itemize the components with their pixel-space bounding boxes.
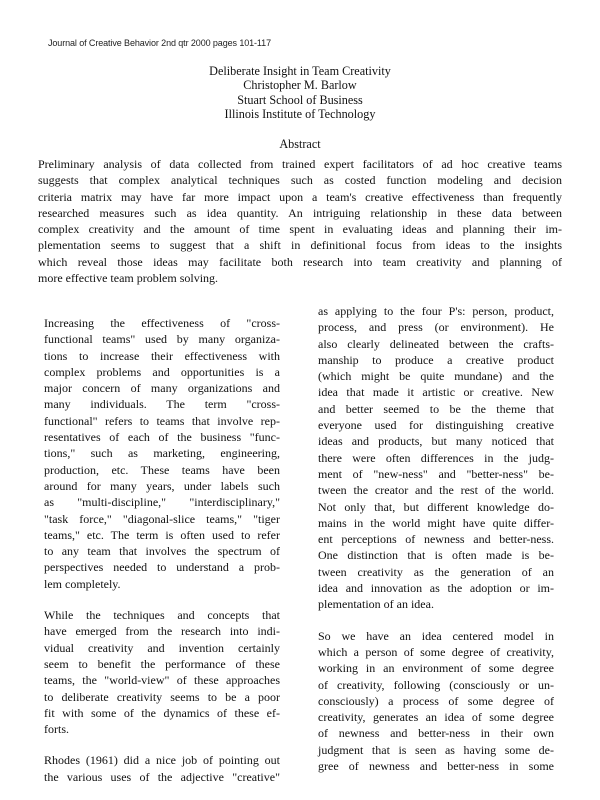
paper-title: Deliberate Insight in Team Creativity	[209, 64, 391, 78]
text-line: to deliberate creativity seems to be a poor	[44, 689, 280, 704]
text-line: and better seemed to be the theme that	[318, 401, 554, 416]
text-line: plementation of an idea.	[318, 597, 434, 612]
text-line: process, and press (or environment). He	[318, 320, 554, 335]
affiliation-school: Stuart School of Business	[237, 92, 363, 107]
text-line: teams," etc. The term is often used to refer	[44, 527, 280, 542]
text-line: of creativity, following (consciously or un-	[318, 677, 554, 692]
running-head: Journal of Creative Behavior 2nd qtr 2000 pages 101-117	[48, 38, 271, 48]
text-line: gree of newness and better-ness in some	[318, 759, 554, 774]
text-line: the various uses of the adjective "creative"	[44, 769, 280, 784]
text-line: creativity, generates an idea of some degree	[318, 710, 554, 725]
abstract-line: Preliminary analysis of data collected from trained expert facilitators of ad hoc creative teams	[38, 157, 562, 171]
text-line: there were often differences in the judg-	[318, 450, 554, 465]
text-line: as applying to the four P's: person, product,	[318, 304, 554, 318]
right-paragraph-1	[318, 303, 554, 613]
right-column	[318, 303, 554, 789]
text-line: Increasing the effectiveness of "cross-	[44, 316, 280, 330]
text-line: lem completely.	[44, 576, 121, 591]
left-paragraph-2	[44, 607, 280, 737]
text-line: "task force," "diagonal-slice teams," "tiger	[44, 511, 280, 526]
text-line: consciously) a process of some degree of	[318, 693, 554, 708]
text-line: resentatives of each of the business "func-	[44, 430, 280, 445]
text-line: idea that made it artistic or creative. New	[318, 385, 554, 400]
text-line: tween creativity as the generation of an	[318, 564, 554, 579]
abstract-line: researched measures such as idea quantity. An intriguing relationship in these data between	[38, 205, 562, 220]
text-line: of newness and better-ness in their own	[318, 726, 554, 741]
right-paragraph-2	[318, 628, 554, 775]
text-line: One distinction that is often made is be-	[318, 548, 554, 563]
text-line: (which might be quite mundane) and the	[318, 369, 554, 384]
title-block	[0, 64, 600, 122]
text-line: as "multi-discipline," "interdisciplinary,"	[44, 495, 280, 510]
text-line: So we have an idea centered model in	[318, 628, 554, 643]
abstract-line: complex creativity and the amount of time spent in evaluating ideas and planning their im-	[38, 222, 562, 237]
text-line: vidual creativity and invention certainly	[44, 640, 280, 655]
text-line: around for many years, under labels such	[44, 478, 280, 493]
affiliation-institute: Illinois Institute of Technology	[224, 107, 376, 122]
text-line: to any team that involves the spectrum of	[44, 544, 280, 559]
left-column	[44, 315, 280, 800]
abstract-line: criteria matrix may have far more impact upon a team's creative effectiveness than frequently	[38, 189, 562, 204]
left-paragraph-1	[44, 315, 280, 592]
text-line: working in an environment of some degree	[318, 661, 554, 676]
abstract-line: more effective team problem solving.	[38, 271, 219, 286]
text-line: have emerged from the research into indi-	[44, 624, 280, 639]
text-line: forts.	[44, 722, 69, 737]
text-line: Rhodes (1961) did a nice job of pointing out	[44, 753, 280, 768]
text-line: fit with some of the dynamics of these ef-	[44, 705, 280, 720]
text-line: While the techniques and concepts that	[44, 608, 280, 623]
text-line: major concern of many organizations and	[44, 381, 280, 396]
abstract-heading: Abstract	[279, 137, 321, 151]
text-line: manship to produce a creative product	[318, 352, 554, 367]
text-line: which a person of some degree of creativity,	[318, 644, 554, 659]
abstract-line: suggests that complex analytical techniques such as costed function modeling and decision	[38, 173, 562, 188]
author-name: Christopher M. Barlow	[243, 78, 357, 93]
text-line: also clearly delineated between the crafts-	[318, 336, 554, 351]
text-line: ent perceptions of newness and better-ness.	[318, 532, 554, 547]
text-line: ment of "new-ness" and "better-ness" be-	[318, 466, 554, 481]
text-line: Not only that, but different knowledge do-	[318, 499, 554, 514]
text-line: idea and innovation as the adoption or im-	[318, 581, 554, 596]
text-line: everyone used for distinguishing creative	[318, 418, 554, 433]
text-line: ideas and products, but many noticed that	[318, 434, 554, 449]
text-line: many individuals. The term "cross-	[44, 397, 280, 412]
text-line: tions to increase their effectiveness with	[44, 348, 280, 363]
abstract-line: which reveal those ideas may facilitate both research into team creativity and planning of	[38, 254, 562, 269]
text-line: functional" refers to teams that involve rep-	[44, 413, 280, 428]
text-line: complex problems and opportunities is a	[44, 364, 280, 379]
text-line: production, etc. These teams have been	[44, 462, 280, 477]
left-paragraph-3	[44, 752, 280, 785]
text-line: tween the creator and the rest of the world.	[318, 483, 554, 498]
text-line: tions," such as marketing, engineering,	[44, 446, 280, 461]
text-line: seem to benefit the performance of these	[44, 656, 280, 671]
abstract-body	[38, 156, 562, 286]
text-line: teams, the "world-view" of these approaches	[44, 673, 280, 688]
text-line: functional teams" used by many organiza-	[44, 332, 280, 347]
text-line: judgment that is seen as having some de-	[318, 742, 554, 757]
text-line: perspectives needed to understand a prob-	[44, 560, 280, 575]
abstract-line: plementation seems to suggest that a shift in definitional focus from ideas to the insights	[38, 238, 562, 253]
text-line: mains in the world might have quite differ-	[318, 515, 554, 530]
